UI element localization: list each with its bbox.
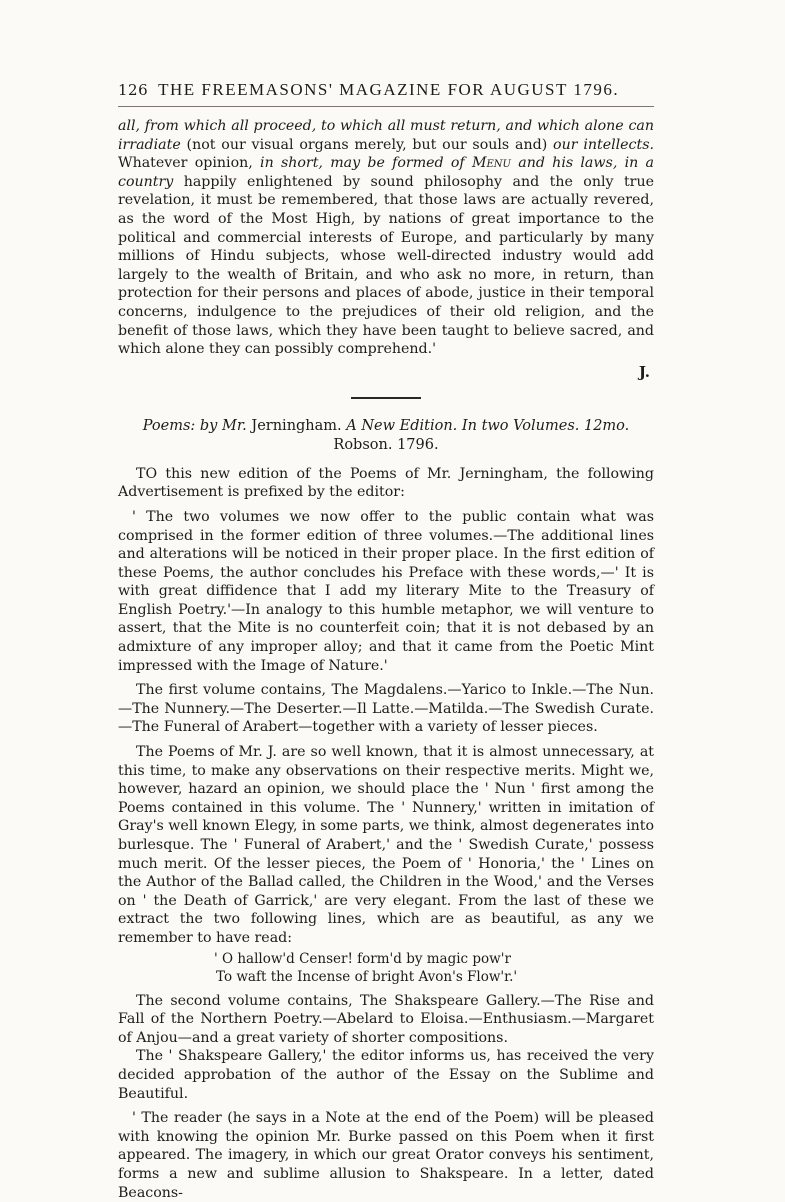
review-paragraph-5: The second volume contains, The Shakspeare Gallery.—The Rise and Fall of the Northern Poetry.—Abelard to Eloisa.—Enthusiasm.—Margaret of Anjou—and a great variety of shorter compositions. bbox=[118, 992, 654, 1046]
menu-name: Menu bbox=[464, 155, 519, 172]
continuation-paragraph bbox=[118, 117, 654, 359]
heading-author: Jerningham. bbox=[246, 417, 347, 434]
running-head bbox=[118, 80, 654, 107]
italic-d: and his laws, in a country bbox=[118, 155, 654, 190]
verse-line-2: To waft the Incense of bright Avon's Flow'r.' bbox=[216, 968, 518, 985]
review-paragraph-7: ' The reader (he says in a Note at the end of the Poem) will be pleased with knowing the opinion Mr. Burke passed on this Poem when it first appeared. The imagery, in which our great Orator conveys his sentiment, forms a new and sublime allusion to Shakspeare. In a letter, dated Beacons- bbox=[118, 1110, 654, 1201]
text-a: (not our visual organs merely, but our souls and) bbox=[180, 136, 554, 153]
review-paragraph-1: TO this new edition of the Poems of Mr. Jerningham, the following Advertisement is prefixed by the editor: bbox=[118, 465, 654, 501]
italic-lead: all, from which all proceed, to which all must return, and which alone can irradiate bbox=[118, 118, 654, 153]
italic-b: our intellects. bbox=[553, 136, 654, 153]
signature: J. bbox=[638, 362, 650, 381]
review-paragraph-3: The first volume contains, The Magdalens.—Yarico to Inkle.—The Nun.—The Nunnery.—The Deserter.—Il Latte.—Matilda.—The Swedish Curate.—The Funeral of Arabert—together with a variety of lesser pieces. bbox=[118, 682, 654, 736]
review-heading bbox=[118, 417, 654, 455]
page-number: 126 bbox=[118, 81, 149, 99]
review-publisher: Robson. 1796. bbox=[333, 436, 439, 453]
section-divider bbox=[351, 397, 421, 399]
text-b: Whatever opinion, bbox=[118, 155, 261, 172]
review-paragraph-2: ' The two volumes we now offer to the public contain what was comprised in the former edition of three volumes.—The additional lines and alterations will be noticed in their proper place. In the first edition of these Poems, the author concludes his Preface with these words,—' It is with great diffidence that I add my literary Mite to the Treasury of English Poetry.'—In analogy to this humble metaphor, we will venture to assert, that the Mite is no counterfeit coin; that it is not debased by an admixture of any improper alloy; and that it came from the Poetic Mint impressed with the Image of Nature.' bbox=[118, 508, 654, 674]
running-title: THE FREEMASONS' MAGAZINE FOR AUGUST 1796. bbox=[158, 80, 620, 99]
italic-c: in short, may be formed of bbox=[260, 155, 465, 172]
review-paragraph-6: The ' Shakspeare Gallery,' the editor informs us, has received the very decided approbation of the author of the Essay on the Sublime and Beautiful. bbox=[118, 1048, 654, 1102]
verse-quote bbox=[214, 950, 654, 986]
verse-line-1: ' O hallow'd Censer! form'd by magic pow'r bbox=[214, 950, 511, 967]
text-c: happily enlightened by sound philosophy and the only true revelation, it must be remembered, that those laws are actually revered, as the word of the Most High, by nations of great importance to the political and commercial interests of Europe, and particularly by many millions of Hindu subjects, whose well-directed industry would add largely to the wealth of Britain, and who ask no more, in return, than protection for their persons and places of abode, justice in their temporal concerns, indulgence to the prejudices of their old religion, and the benefit of those laws, which they have been taught to believe sacred, and which alone they can possibly comprehend.' bbox=[118, 173, 654, 358]
magazine-page bbox=[118, 80, 654, 1202]
heading-italic-1: Poems: by Mr. bbox=[142, 417, 247, 434]
heading-italic-2: A New Edition. In two Volumes. 12mo. bbox=[346, 417, 630, 434]
review-paragraph-4: The Poems of Mr. J. are so well known, that it is almost unnecessary, at this time, to make any observations on their respective merits. Might we, however, hazard an opinion, we should place the ' Nun ' first among the Poems contained in this volume. The ' Nunnery,' written in imitation of Gray's well known Elegy, in some parts, we think, almost degenerates into burlesque. The ' Funeral of Arabert,' and the ' Swedish Curate,' possess much merit. Of the lesser pieces, the Poem of ' Honoria,' the ' Lines on the Author of the Ballad called, the Children in the Wood,' and the Verses on ' the Death of Garrick,' are very elegant. From the last of these we extract the two following lines, which are as beautiful, as any we remember to have read: bbox=[118, 744, 654, 946]
review-heading-line-1 bbox=[118, 417, 654, 436]
